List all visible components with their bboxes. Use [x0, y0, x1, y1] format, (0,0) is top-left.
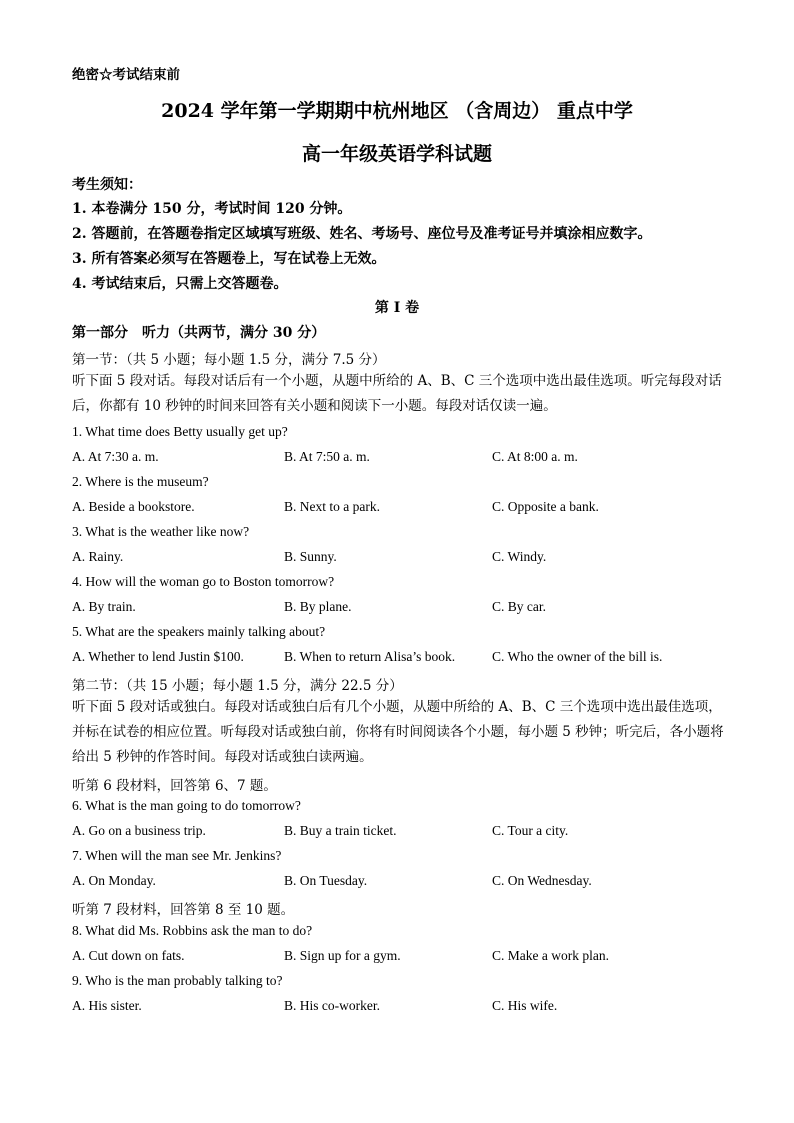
- option-b: B. At 7:50 a. m.: [284, 449, 370, 464]
- option-c: C. Make a work plan.: [492, 948, 609, 963]
- notice-item: 1. 本卷满分 150 分，考试时间 120 分钟。: [72, 201, 352, 217]
- option-b: B. Buy a train ticket.: [284, 823, 397, 838]
- option-a: A. At 7:30 a. m.: [72, 449, 159, 464]
- option-a: A. By train.: [72, 599, 136, 614]
- question-text: 3. What is the weather like now?: [72, 524, 250, 539]
- option-a: A. Rainy.: [72, 549, 124, 564]
- question-text: 4. How will the woman go to Boston tomorrow?: [72, 574, 335, 589]
- question-text: 1. What time does Betty usually get up?: [72, 424, 288, 439]
- option-c: C. On Wednesday.: [492, 873, 592, 888]
- question-text: 2. Where is the museum?: [72, 474, 209, 489]
- notice-item: 4. 考试结束后，只需上交答题卷。: [72, 276, 288, 292]
- option-b: B. By plane.: [284, 599, 352, 614]
- option-c: C. Windy.: [492, 549, 547, 564]
- part1-title: 第一部分 听力（共两节，满分 30 分）: [72, 325, 326, 341]
- option-b: B. On Tuesday.: [284, 873, 368, 888]
- section1-heading: 第一节：（共 5 小题；每小题 1.5 分，满分 7.5 分）: [72, 352, 386, 368]
- option-c: C. Tour a city.: [492, 823, 569, 838]
- notice-item: 2. 答题前，在答题卷指定区域填写班级、姓名、考场号、座位号及准考证号并填涂相应数字。: [72, 226, 652, 242]
- option-c: C. At 8:00 a. m.: [492, 449, 578, 464]
- option-a: A. Whether to lend Justin $100.: [72, 649, 244, 664]
- notice-heading: 考生须知：: [72, 177, 142, 193]
- option-b: B. Sign up for a gym.: [284, 948, 401, 963]
- option-c: C. Who the owner of the bill is.: [492, 649, 663, 664]
- section1-instructions: 听下面 5 段对话。每段对话后有一个小题，从题中所给的 A、B、C 三个选项中选出最佳选项。听完每段对话后，你都有 10 秒钟的时间来回答有关小题和阅读下一小题。每段对话仅读一遍。: [72, 373, 722, 414]
- section2-heading: 第二节：（共 15 小题；每小题 1.5 分，满分 22.5 分）: [72, 678, 403, 694]
- material-7-note: 听第 7 段材料，回答第 8 至 10 题。: [72, 902, 295, 918]
- exam-subtitle: 高一年级英语学科试题: [301, 143, 492, 165]
- option-a: A. Beside a bookstore.: [72, 499, 195, 514]
- confidential-label: 绝密☆考试结束前: [72, 67, 180, 83]
- notice-item: 3. 所有答案必须写在答题卷上，写在试卷上无效。: [72, 251, 386, 267]
- exam-title: 2024 学年第一学期期中杭州地区 （含周边） 重点中学: [161, 100, 633, 122]
- option-c: C. His wife.: [492, 998, 558, 1013]
- question-text: 5. What are the speakers mainly talking about?: [72, 624, 326, 639]
- option-a: A. Cut down on fats.: [72, 948, 185, 963]
- question-text: 7. When will the man see Mr. Jenkins?: [72, 848, 282, 863]
- option-c: C. Opposite a bank.: [492, 499, 599, 514]
- option-b: B. Next to a park.: [284, 499, 380, 514]
- section2-instructions: 听下面 5 段对话或独白。每段对话或独白后有几个小题，从题中所给的 A、B、C 三个选项中选出最佳选项，并标在试卷的相应位置。听每段对话或独白前，你将有时间阅读各个小题，每小题 5 秒钟；听完后，各小题将给出 5 秒钟的作答时间。每段对话或独白读两遍。: [72, 699, 724, 765]
- question-text: 9. Who is the man probably talking to?: [72, 973, 283, 988]
- option-a: A. On Monday.: [72, 873, 156, 888]
- option-c: C. By car.: [492, 599, 546, 614]
- option-b: B. Sunny.: [284, 549, 337, 564]
- option-b: B. His co-worker.: [284, 998, 380, 1013]
- question-text: 8. What did Ms. Robbins ask the man to do?: [72, 923, 313, 938]
- volume-title: 第 I 卷: [374, 300, 420, 316]
- option-b: B. When to return Alisa’s book.: [284, 649, 456, 664]
- option-a: A. His sister.: [72, 998, 142, 1013]
- option-a: A. Go on a business trip.: [72, 823, 206, 838]
- question-text: 6. What is the man going to do tomorrow?: [72, 798, 301, 813]
- material-6-note: 听第 6 段材料，回答第 6、7 题。: [72, 778, 277, 794]
